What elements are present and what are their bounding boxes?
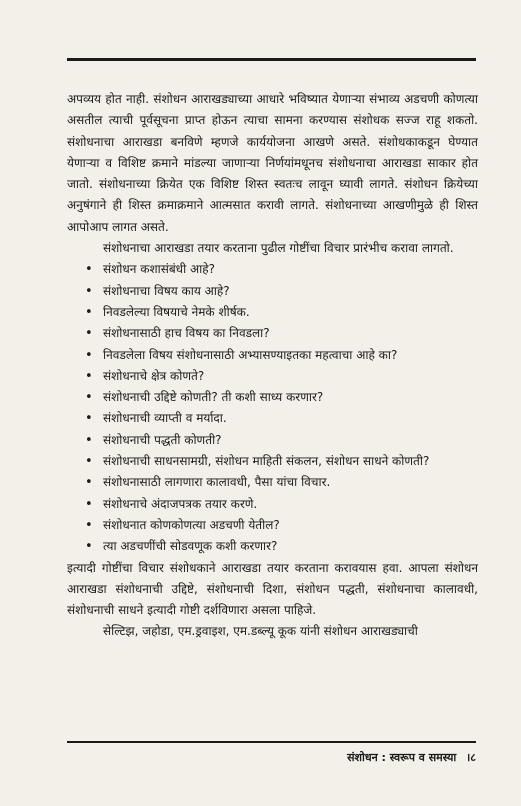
footer-rule: [67, 741, 476, 743]
bullet-item: [85, 451, 478, 472]
bullet-icon: •: [85, 432, 93, 448]
paragraph-1: अपव्यय होत नाही. संशोधन आराखड्याच्या आधारे भविष्यात येणाऱ्या संभाव्य अडचणी कोणत्या असतील त्याची पूर्वसूचना प्राप्त होऊन त्याचा सामना करण्यास संशोधक सज्ज राहू शकतो. संशोधनाचा आराखडा बनविणे म्हणजे कार्ययोजना आखणे असते. संशोधकाकडून घेण्यात येणाऱ्या व विशिष्ट क्रमाने मांडल्या जाणाऱ्या निर्णयांमधूनच संशोधनाचा आराखडा साकार होत जातो. संशोधनाच्या क्रियेत एक विशिष्ट शिस्त स्वतःच लावून घ्यावी लागते. संशोधन क्रियेच्या अनुषंगाने ही शिस्त क्रमाक्रमाने आत्मसात करावी लागते. संशोधनाच्या आखणीमुळे ही शिस्त आपोआप लागत असते.: [67, 92, 478, 234]
paragraph-3: इत्यादी गोष्टींचा विचार संशोधकाने आराखडा तयार करताना करावयास हवा. आपला संशोधन आराखडा संशोधनाची उद्दिष्टे, संशोधनाची दिशा, संशोधन पद्धती, संशोधनाचा कालावधी, संशोधनाची साधने इत्यादी गोष्टी दर्शविणारा असला पाहिजे.: [67, 560, 478, 618]
bullet-icon: •: [85, 262, 93, 278]
bullet-icon: •: [85, 496, 93, 512]
bullet-icon: •: [85, 539, 93, 555]
running-footer: [347, 750, 476, 765]
bullet-item: [85, 323, 478, 344]
bullet-item: [85, 281, 478, 302]
bullet-text: संशोधन कशासंबंधी आहे?: [103, 262, 215, 277]
bullet-list: [67, 259, 478, 557]
bullet-text: संशोधनाचे अंदाजपत्रक तयार करणे.: [103, 496, 258, 511]
bullet-icon: •: [85, 326, 93, 342]
header-rule: [67, 58, 476, 61]
bullet-item: [85, 536, 478, 557]
paragraph-2: संशोधनाचा आराखडा तयार करताना पुढील गोष्टींचा विचार प्रारंभीच करावा लागतो.: [103, 241, 454, 256]
bullet-text: संशोधनासाठी लागणारा कालावधी, पैसा यांचा विचार.: [103, 475, 331, 490]
footer-page-number: ।८: [466, 751, 476, 764]
bullet-item: [85, 345, 478, 366]
bullet-text: संशोधनाचा विषय काय आहे?: [103, 283, 230, 298]
bullet-icon: •: [85, 475, 93, 491]
bullet-icon: •: [85, 283, 93, 299]
bullet-text: संशोधनाची उद्दिष्टे कोणती? ती कशी साध्य करणार?: [103, 390, 324, 405]
bullet-icon: •: [85, 368, 93, 384]
bullet-icon: •: [85, 411, 93, 427]
bullet-item: [85, 259, 478, 280]
bullet-text: संशोधनाची साधनसामग्री, संशोधन माहिती संकलन, संशोधन साधने कोणती?: [103, 454, 430, 469]
bullet-item: [85, 472, 478, 493]
bullet-text: संशोधनाची पद्धती कोणती?: [103, 432, 222, 447]
body-text: [67, 89, 478, 643]
bullet-item: [85, 366, 478, 387]
bullet-icon: •: [85, 517, 93, 533]
bullet-text: संशोधनाची व्याप्ती व मर्यादा.: [103, 411, 227, 426]
bullet-icon: •: [85, 454, 93, 470]
bullet-item: [85, 494, 478, 515]
bullet-text: निवडलेल्या विषयाचे नेमके शीर्षक.: [103, 304, 250, 319]
bullet-icon: •: [85, 390, 93, 406]
bullet-item: [85, 515, 478, 536]
bullet-item: [85, 387, 478, 408]
bullet-item: [85, 430, 478, 451]
bullet-text: संशोधनासाठी हाच विषय का निवडला?: [103, 326, 270, 341]
paragraph-4: सेल्टिझ, जहोडा, एम.ड्रवाइश, एम.डब्ल्यू कूक यांनी संशोधन आराखड्याची: [103, 624, 418, 639]
bullet-icon: •: [85, 304, 93, 320]
bullet-item: [85, 408, 478, 429]
bullet-text: त्या अडचणींची सोडवणूक कशी करणार?: [103, 539, 278, 554]
bullet-icon: •: [85, 347, 93, 363]
bullet-text: निवडलेला विषय संशोधनासाठी अभ्यासण्याइतका महत्वाचा आहे का?: [103, 347, 398, 362]
bullet-item: [85, 302, 478, 323]
bullet-text: संशोधनाचे क्षेत्र कोणते?: [103, 368, 205, 383]
bullet-text: संशोधनात कोणकोणत्या अडचणी येतील?: [103, 517, 280, 532]
footer-book-title: संशोधन : स्वरूप व समस्या: [347, 751, 457, 764]
